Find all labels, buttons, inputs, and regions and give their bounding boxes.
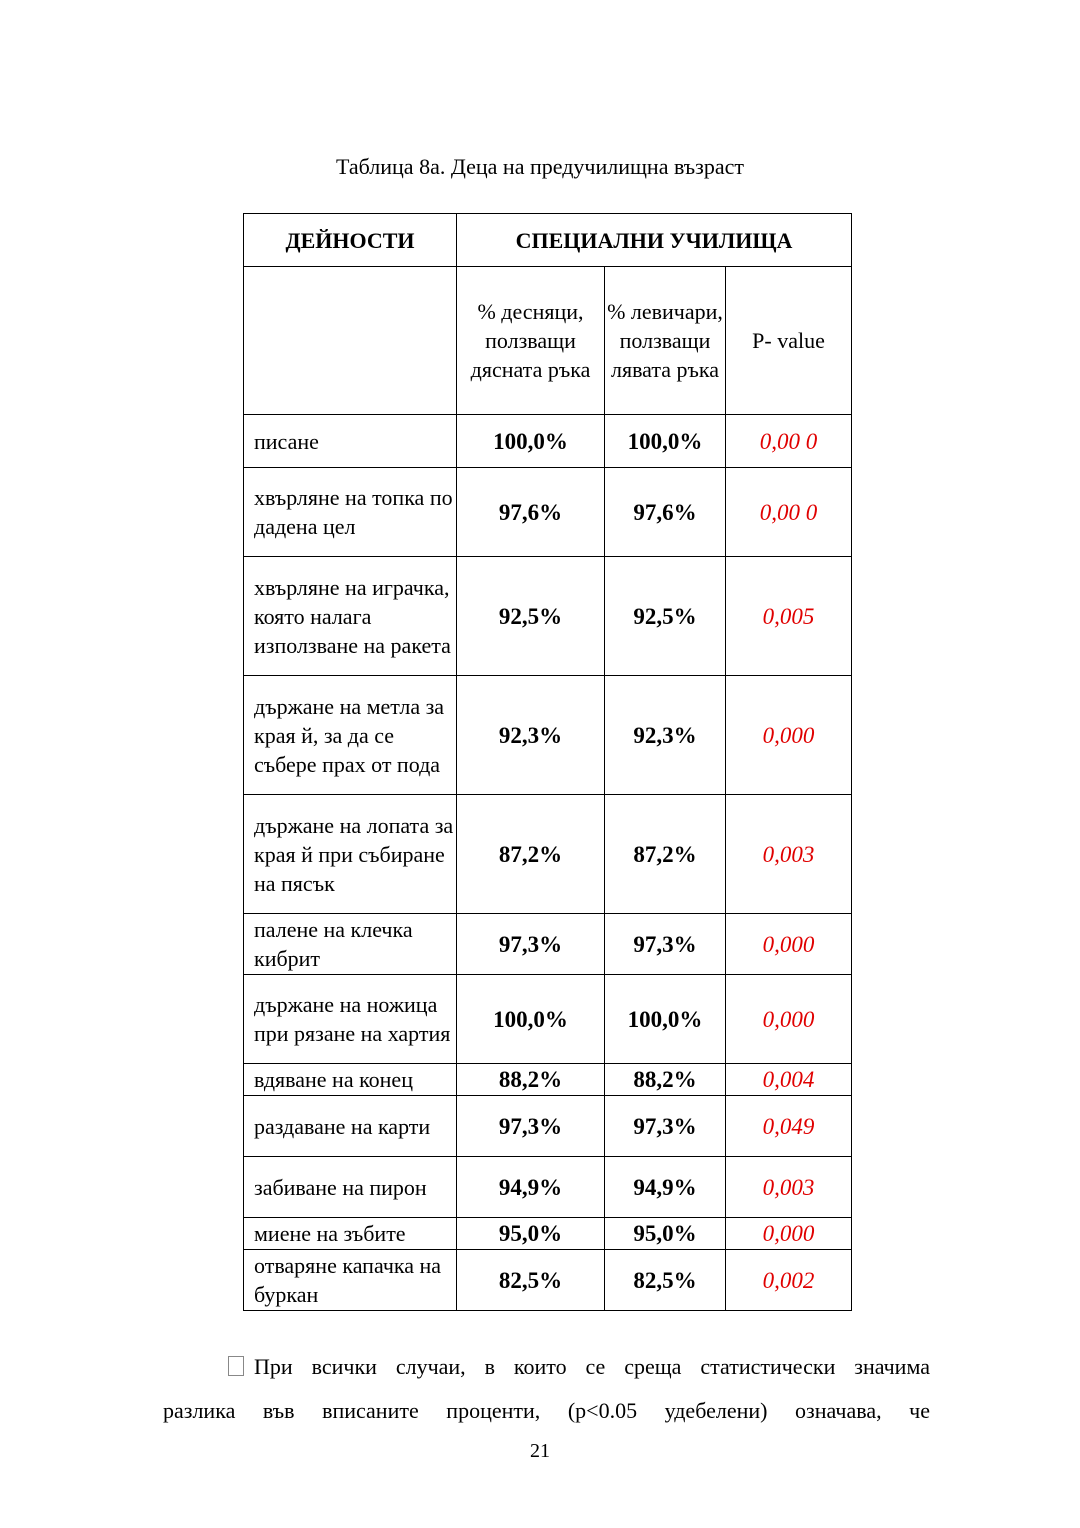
p-value: 0,000 bbox=[726, 975, 852, 1064]
table-row bbox=[244, 1250, 852, 1311]
left-handed-value: 92,5% bbox=[605, 557, 726, 676]
header-special-schools: СПЕЦИАЛНИ УЧИЛИЩА bbox=[457, 214, 852, 267]
activity-cell: вдяване на конец bbox=[244, 1064, 457, 1096]
body-paragraph bbox=[163, 1345, 930, 1433]
activity-cell: миене на зъбите bbox=[244, 1218, 457, 1250]
left-handed-value: 95,0% bbox=[605, 1218, 726, 1250]
right-handed-value: 97,3% bbox=[457, 1096, 605, 1157]
col-right-handed: % десняци, ползващи дясната ръка bbox=[457, 267, 605, 415]
left-handed-value: 87,2% bbox=[605, 795, 726, 914]
activity-cell: държане на лопата за края й при събиране на пясък bbox=[244, 795, 457, 914]
right-handed-value: 92,3% bbox=[457, 676, 605, 795]
p-value: 0,000 bbox=[726, 676, 852, 795]
header-activities: ДЕЙНОСТИ bbox=[244, 214, 457, 267]
right-handed-value: 82,5% bbox=[457, 1250, 605, 1311]
left-handed-value: 88,2% bbox=[605, 1064, 726, 1096]
table-row bbox=[244, 1157, 852, 1218]
table-row bbox=[244, 1064, 852, 1096]
left-handed-value: 97,3% bbox=[605, 1096, 726, 1157]
activity-cell: забиване на пирон bbox=[244, 1157, 457, 1218]
activity-cell: палене на клечка кибрит bbox=[244, 914, 457, 975]
paragraph-line-2: разлика във вписаните проценти, (p<0.05 удебелени) означава, че bbox=[163, 1398, 930, 1423]
left-handed-value: 97,3% bbox=[605, 914, 726, 975]
right-handed-value: 95,0% bbox=[457, 1218, 605, 1250]
subheader-empty bbox=[244, 267, 457, 415]
right-handed-value: 94,9% bbox=[457, 1157, 605, 1218]
bullet-icon bbox=[228, 1356, 244, 1376]
right-handed-value: 100,0% bbox=[457, 415, 605, 468]
left-handed-value: 82,5% bbox=[605, 1250, 726, 1311]
col-left-handed: % левичари, ползващи лявата ръка bbox=[605, 267, 726, 415]
p-value: 0,005 bbox=[726, 557, 852, 676]
right-handed-value: 97,6% bbox=[457, 468, 605, 557]
p-value: 0,00 0 bbox=[726, 468, 852, 557]
page-number: 21 bbox=[530, 1440, 550, 1462]
header-row bbox=[244, 214, 852, 267]
p-value: 0,00 0 bbox=[726, 415, 852, 468]
activity-cell: хвърляне на играчка, която налага използване на ракета bbox=[244, 557, 457, 676]
left-handed-value: 92,3% bbox=[605, 676, 726, 795]
table-row bbox=[244, 795, 852, 914]
p-value: 0,003 bbox=[726, 795, 852, 914]
p-value: 0,002 bbox=[726, 1250, 852, 1311]
activity-cell: раздаване на карти bbox=[244, 1096, 457, 1157]
table-row bbox=[244, 415, 852, 468]
p-value: 0,000 bbox=[726, 914, 852, 975]
paragraph-line-1: При всички случаи, в които се среща статистически значима bbox=[254, 1354, 930, 1379]
col-p-value: P- value bbox=[726, 267, 852, 415]
p-value: 0,004 bbox=[726, 1064, 852, 1096]
p-value: 0,049 bbox=[726, 1096, 852, 1157]
p-value: 0,003 bbox=[726, 1157, 852, 1218]
right-handed-value: 100,0% bbox=[457, 975, 605, 1064]
table-row bbox=[244, 1218, 852, 1250]
activities-table bbox=[243, 213, 852, 1311]
left-handed-value: 97,6% bbox=[605, 468, 726, 557]
table-row bbox=[244, 557, 852, 676]
table-row bbox=[244, 468, 852, 557]
table-row bbox=[244, 975, 852, 1064]
right-handed-value: 97,3% bbox=[457, 914, 605, 975]
left-handed-value: 94,9% bbox=[605, 1157, 726, 1218]
activity-cell: държане на метла за края й, за да се събере прах от пода bbox=[244, 676, 457, 795]
right-handed-value: 87,2% bbox=[457, 795, 605, 914]
left-handed-value: 100,0% bbox=[605, 415, 726, 468]
table-caption: Таблица 8а. Деца на предучилищна възраст bbox=[335, 154, 745, 179]
right-handed-value: 88,2% bbox=[457, 1064, 605, 1096]
table-row bbox=[244, 914, 852, 975]
table-row bbox=[244, 1096, 852, 1157]
table-row bbox=[244, 676, 852, 795]
right-handed-value: 92,5% bbox=[457, 557, 605, 676]
activity-cell: хвърляне на топка по дадена цел bbox=[244, 468, 457, 557]
activity-cell: писане bbox=[244, 415, 457, 468]
p-value: 0,000 bbox=[726, 1218, 852, 1250]
left-handed-value: 100,0% bbox=[605, 975, 726, 1064]
activity-cell: държане на ножица при рязане на хартия bbox=[244, 975, 457, 1064]
subheader-row bbox=[244, 267, 852, 415]
activity-cell: отваряне капачка на буркан bbox=[244, 1250, 457, 1311]
